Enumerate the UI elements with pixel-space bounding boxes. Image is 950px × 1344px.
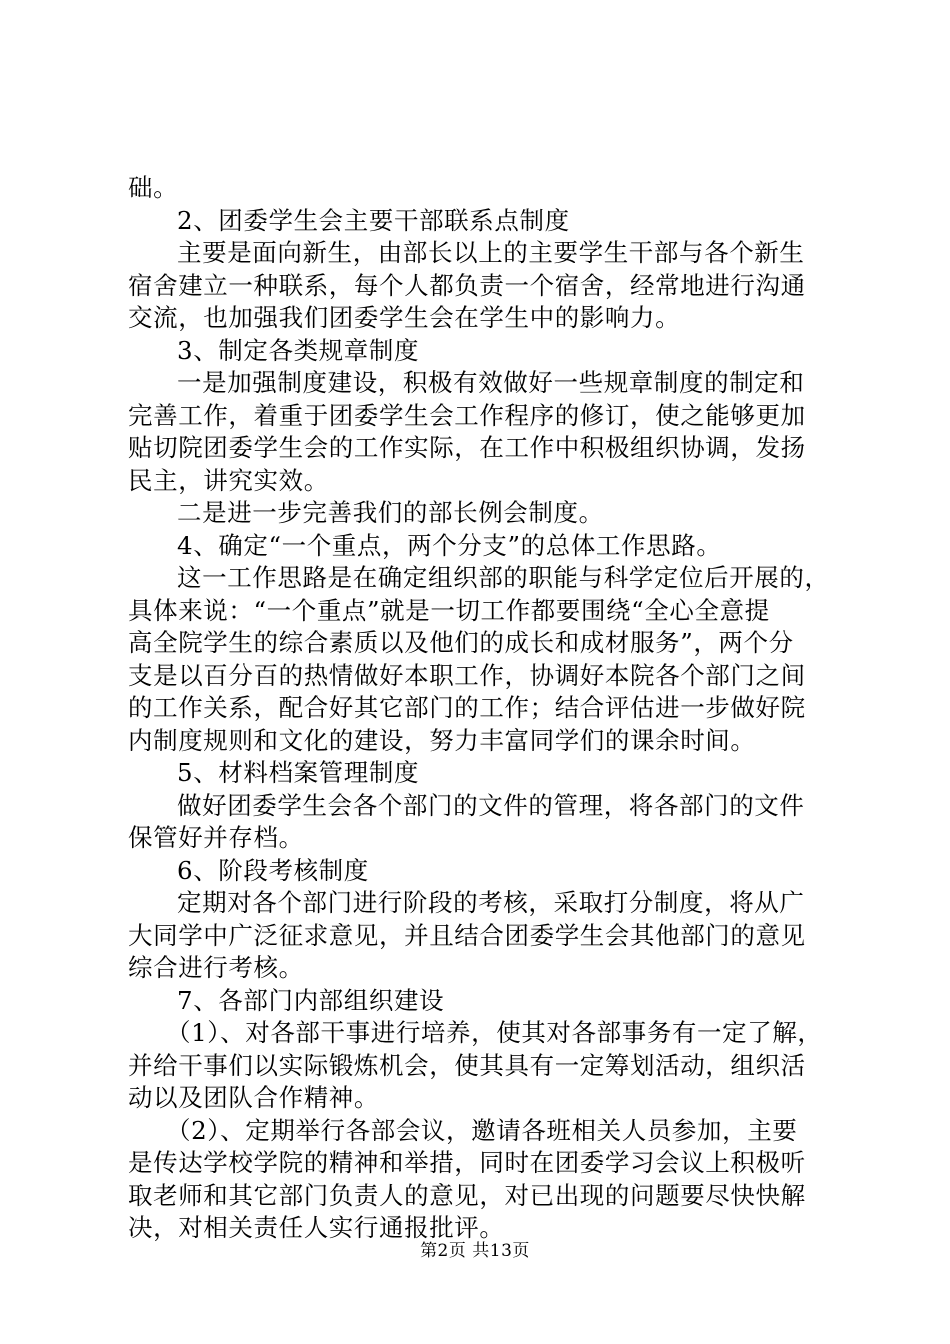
paragraph-first-line: 主要是面向新生，由部长以上的主要学生干部与各个新生 [177,238,805,267]
text-line: 支是以百分百的热情做好本职工作，协调好本院各个部门之间 [128,660,806,690]
text-line: 的工作关系，配合好其它部门的工作；结合评估进一步做好院 [128,693,806,722]
section-heading: 3、制定各类规章制度 [177,335,420,365]
page-number-footer: 第2页 共13页 [420,1241,530,1261]
section-heading: 5、材料档案管理制度 [177,758,420,787]
section-heading: 7、各部门内部组织建设 [177,985,445,1015]
paragraph-first-line: 二是进一步完善我们的部长例会制度。 [177,498,604,527]
section-heading: 2、团委学生会主要干部联系点制度 [177,205,570,235]
text-line: 大同学中广泛征求意见，并且结合团委学生会其他部门的意见 [128,920,806,950]
text-line: 动以及团队合作精神。 [128,1083,379,1112]
paragraph-first-line: 定期对各个部门进行阶段的考核，采取打分制度，将从广 [177,888,805,917]
section-heading: 6、阶段考核制度 [177,855,369,885]
paragraph-first-line: （1）、对各部干事进行培养，使其对各部事务有一定了解， [166,1018,823,1047]
paragraph-first-line: 这一工作思路是在确定组织部的职能与科学定位后开展的， [177,563,830,592]
text-line: 完善工作，着重于团委学生会工作程序的修订，使之能够更加 [128,400,806,430]
text-line: 综合进行考核。 [128,953,304,982]
section-heading: 4、确定“一个重点，两个分支”的总体工作思路。 [177,530,722,560]
text-line: 高全院学生的综合素质以及他们的成长和成材服务”，两个分 [128,628,794,657]
paragraph-first-line: 一是加强制度建设，积极有效做好一些规章制度的制定和 [177,368,805,397]
text-line: 宿舍建立一种联系，每个人都负责一个宿舍，经常地进行沟通 [128,270,806,300]
text-line: 贴切院团委学生会的工作实际，在工作中积极组织协调，发扬 [128,433,806,462]
text-line: 保管好并存档。 [128,823,304,852]
paragraph-first-line: （2）、定期举行各部会议，邀请各班相关人员参加，主要 [166,1115,798,1145]
text-line: 民主，讲究实效。 [128,465,329,495]
text-line: 交流，也加强我们团委学生会在学生中的影响力。 [128,303,681,332]
text-line: 并给干事们以实际锻炼机会，使其具有一定筹划活动，组织活 [128,1050,806,1080]
text-line: 是传达学校学院的精神和举措，同时在团委学习会议上积极听 [128,1148,806,1177]
text-line: 取老师和其它部门负责人的意见，对已出现的问题要尽快快解 [128,1180,806,1210]
text-line: 内制度规则和文化的建设，努力丰富同学们的课余时间。 [128,725,756,755]
text-line: 决，对相关责任人实行通报批评。 [128,1213,505,1242]
text-line: 础。 [128,173,179,202]
text-line: 具体来说：“一个重点”就是一切工作都要围绕“全心全意提 [128,595,770,625]
paragraph-first-line: 做好团委学生会各个部门的文件的管理，将各部门的文件 [177,790,805,820]
document-body [128,172,838,1245]
